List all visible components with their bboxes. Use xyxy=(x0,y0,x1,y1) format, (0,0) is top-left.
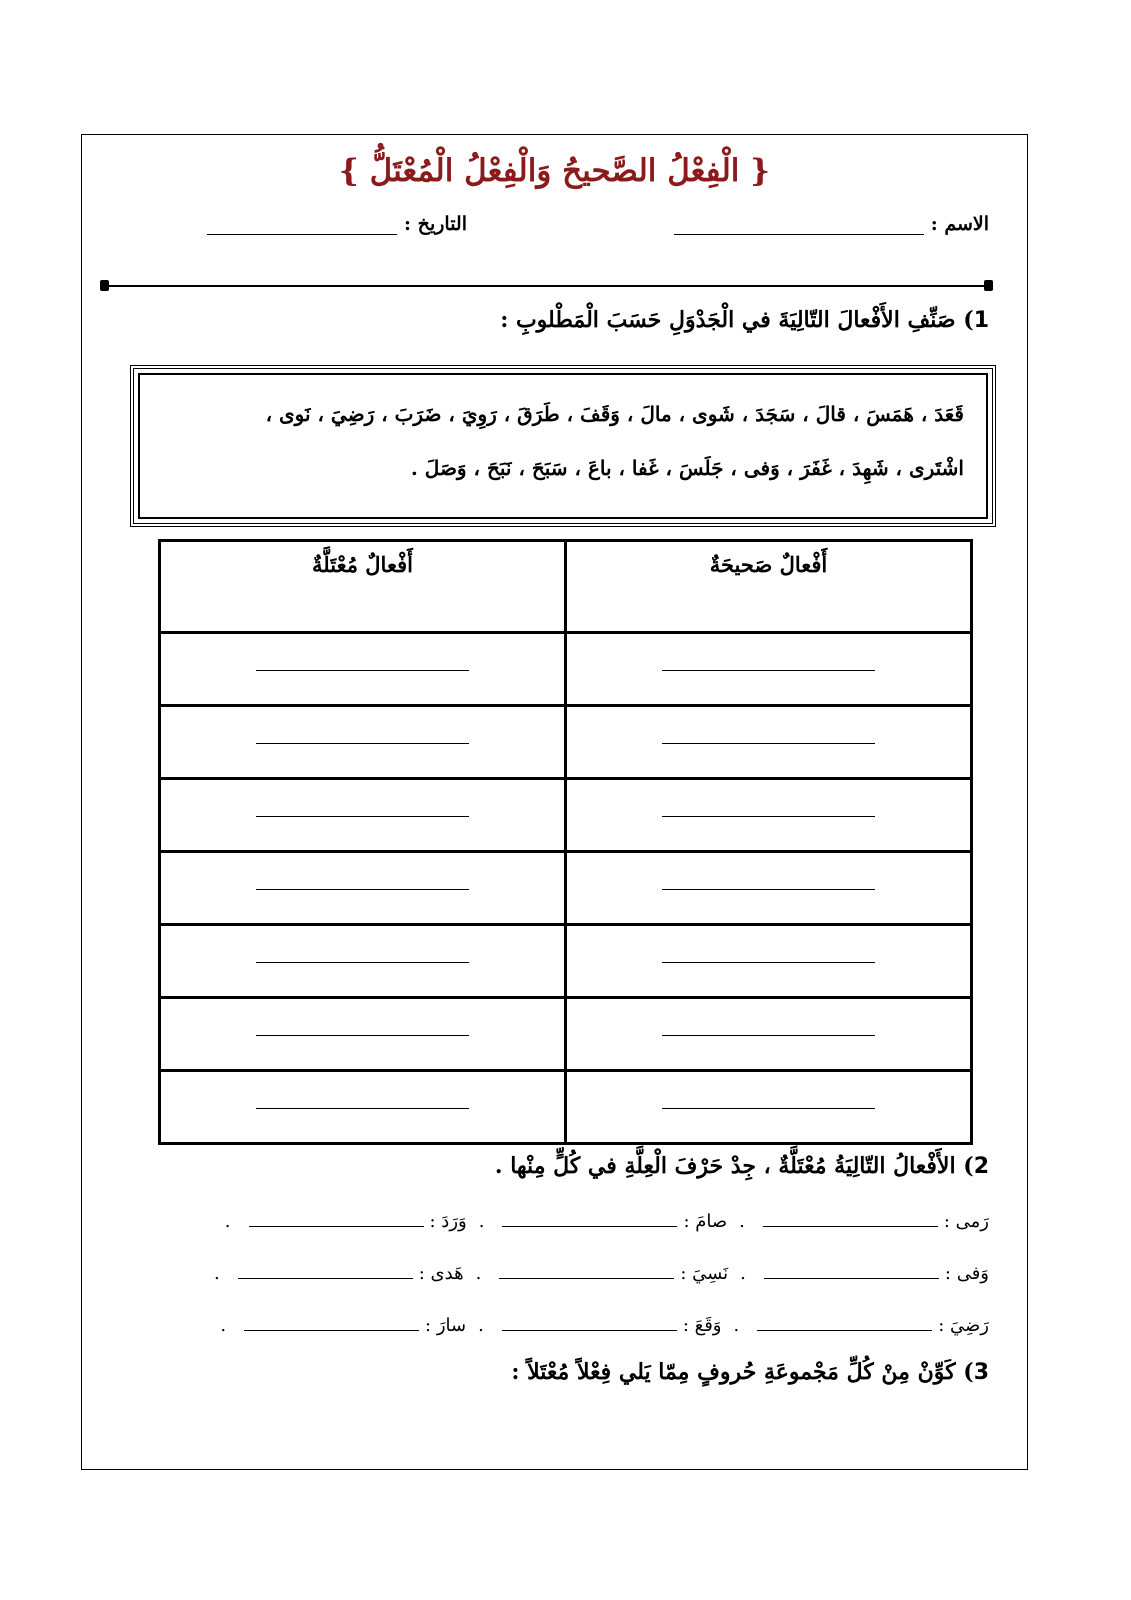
answer-blank[interactable] xyxy=(763,1225,938,1227)
sound-verb-cell[interactable] xyxy=(566,706,972,779)
verb-label: وَفى : xyxy=(944,1263,989,1284)
header-weak-verbs: أَفْعالٌ مُعْتَلَّةٌ xyxy=(160,541,566,633)
verb-item xyxy=(202,1263,464,1284)
table-row xyxy=(160,706,972,779)
divider-end-left xyxy=(100,280,109,291)
answer-blank[interactable] xyxy=(662,1034,875,1036)
table-row xyxy=(160,852,972,925)
date-label: التاريخ : xyxy=(404,213,467,235)
verb-label: وَرَدَ : xyxy=(429,1211,467,1232)
answer-blank[interactable] xyxy=(249,1225,424,1227)
table-body xyxy=(160,633,972,1144)
full-stop: . xyxy=(475,1263,482,1284)
verb-item xyxy=(727,1211,989,1232)
verb-label: وَقَعَ : xyxy=(682,1315,722,1336)
verb-item xyxy=(213,1211,467,1232)
question-1-bracket: ) xyxy=(963,307,974,333)
date-blank[interactable] xyxy=(207,233,397,235)
answer-blank[interactable] xyxy=(764,1277,939,1279)
answer-blank[interactable] xyxy=(256,1107,469,1109)
sound-verb-cell[interactable] xyxy=(566,998,972,1071)
sound-verb-cell[interactable] xyxy=(566,852,972,925)
full-stop: . xyxy=(740,1263,746,1284)
classification-table xyxy=(158,539,973,1145)
question-2 xyxy=(495,1153,989,1179)
weak-verb-cell[interactable] xyxy=(160,706,566,779)
question-3-text: كَوِّنْ مِنْ كُلِّ مَجْموعَةِ حُروفٍ مِمّا يَلي فِعْلاً مُعْتَلاً : xyxy=(511,1359,956,1385)
worksheet-title: { الْفِعْلُ الصَّحيحُ وَالْفِعْلُ الْمُعْتَلُّ } xyxy=(338,153,771,189)
question-2-row xyxy=(116,1211,989,1232)
question-2-row xyxy=(116,1263,989,1284)
table-row xyxy=(160,633,972,706)
verb-label: هَدى : xyxy=(418,1263,464,1284)
answer-blank[interactable] xyxy=(256,1034,469,1036)
answer-blank[interactable] xyxy=(662,961,875,963)
weak-verb-cell[interactable] xyxy=(160,779,566,852)
answer-blank[interactable] xyxy=(662,742,875,744)
question-1-number: 1 xyxy=(973,308,989,333)
answer-blank[interactable] xyxy=(662,815,875,817)
date-field[interactable] xyxy=(207,213,467,235)
full-stop: . xyxy=(224,1211,231,1232)
full-stop: . xyxy=(733,1315,740,1336)
verbs-line-2: اشْتَرى ، شَهِدَ ، غَفَرَ ، وَفى ، جَلَسَ ، غَفا ، باعَ ، سَبَحَ ، نَبَحَ ، وَصَلَ . xyxy=(410,456,964,480)
question-2-number: 2 xyxy=(973,1154,989,1179)
sound-verb-cell[interactable] xyxy=(566,633,972,706)
question-1 xyxy=(500,307,989,333)
answer-blank[interactable] xyxy=(757,1329,932,1331)
name-field[interactable] xyxy=(674,213,989,235)
sound-verb-cell[interactable] xyxy=(566,1071,972,1144)
answer-blank[interactable] xyxy=(256,815,469,817)
full-stop: . xyxy=(478,1211,485,1232)
weak-verb-cell[interactable] xyxy=(160,1071,566,1144)
answer-blank[interactable] xyxy=(256,888,469,890)
divider-line xyxy=(104,285,989,287)
verb-item xyxy=(464,1263,729,1284)
table-row xyxy=(160,779,972,852)
question-2-text: الأَفْعالُ التّالِيَةُ مُعْتَلَّةٌ ، جِدْ حَرْفَ الْعِلَّةِ في كُلٍّ مِنْها . xyxy=(494,1153,956,1179)
full-stop: . xyxy=(478,1315,484,1336)
table-row xyxy=(160,1071,972,1144)
name-label: الاسم : xyxy=(930,213,989,235)
full-stop: . xyxy=(739,1211,745,1232)
question-3-bracket: ) xyxy=(963,1359,974,1385)
weak-verb-cell[interactable] xyxy=(160,998,566,1071)
divider-end-right xyxy=(984,280,993,291)
question-3 xyxy=(511,1359,989,1385)
answer-blank[interactable] xyxy=(256,961,469,963)
answer-blank[interactable] xyxy=(662,669,875,671)
worksheet-page xyxy=(81,134,1028,1470)
answer-blank[interactable] xyxy=(238,1277,413,1279)
sound-verb-cell[interactable] xyxy=(566,925,972,998)
verb-item xyxy=(467,1211,727,1232)
full-stop: . xyxy=(214,1263,220,1284)
verb-label: رَضِيَ : xyxy=(938,1315,989,1336)
verb-label: سارَ : xyxy=(425,1315,467,1336)
weak-verb-cell[interactable] xyxy=(160,925,566,998)
weak-verb-cell[interactable] xyxy=(160,633,566,706)
verb-item xyxy=(466,1315,721,1336)
verbs-box xyxy=(130,365,996,527)
verb-label: نَسِيَ : xyxy=(680,1263,729,1284)
answer-blank[interactable] xyxy=(256,669,469,671)
answer-blank[interactable] xyxy=(499,1277,674,1279)
verb-item xyxy=(722,1315,990,1336)
full-stop: . xyxy=(220,1315,227,1336)
answer-blank[interactable] xyxy=(662,1107,875,1109)
verb-item xyxy=(728,1263,989,1284)
table-row xyxy=(160,998,972,1071)
answer-blank[interactable] xyxy=(256,742,469,744)
verb-label: رَمى : xyxy=(943,1211,989,1232)
verb-label: صامَ : xyxy=(683,1211,728,1232)
answer-blank[interactable] xyxy=(502,1329,677,1331)
answer-blank[interactable] xyxy=(662,888,875,890)
sound-verb-cell[interactable] xyxy=(566,779,972,852)
question-2-bracket: ) xyxy=(963,1153,974,1179)
weak-verb-cell[interactable] xyxy=(160,852,566,925)
header-sound-verbs: أَفْعالٌ صَحيحَةٌ xyxy=(566,541,972,633)
answer-blank[interactable] xyxy=(244,1329,419,1331)
question-1-text: صَنِّفِ الأَفْعالَ التّالِيَةَ في الْجَدْوَلِ حَسَبَ الْمَطْلوبِ : xyxy=(500,307,956,333)
question-2-row xyxy=(116,1315,989,1336)
name-blank[interactable] xyxy=(674,233,924,235)
verb-item xyxy=(208,1315,466,1336)
answer-blank[interactable] xyxy=(502,1225,677,1227)
verbs-line-1: قَعَدَ ، هَمَسَ ، قالَ ، سَجَدَ ، شَوى ، مالَ ، وَقَفَ ، طَرَقَ ، رَوِيَ ، ضَرَبَ ، رَضِيَ ، نَوى ، xyxy=(265,402,964,426)
question-3-number: 3 xyxy=(973,1360,989,1385)
table-row xyxy=(160,925,972,998)
